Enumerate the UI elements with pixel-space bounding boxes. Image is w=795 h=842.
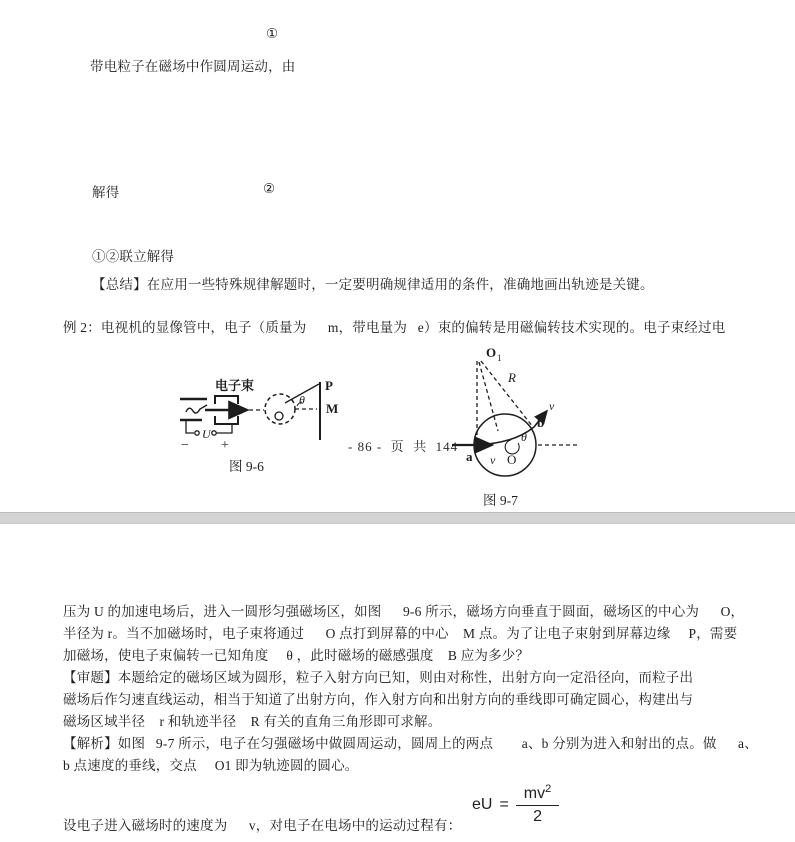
para-line: 半径为 r。当不加磁场时，电子束将通过 O 点打到屏幕的中心 M 点。为了让电子束射到屏幕边缘 P，需要 [63,626,738,641]
figure-9-6 [172,368,342,460]
page2-paragraph [63,601,763,777]
equation-marker-1: ① [266,26,279,41]
point-b-label: b [537,415,545,430]
v-in-label: v [490,453,496,467]
formula-lhs: eU [472,795,493,813]
formula-equals: = [499,795,509,813]
para-line: b 点速度的垂线，交点 O1 即为轨迹圆的圆心。 [63,758,359,773]
para-line: 磁场后作匀速直线运动，相当于知道了出射方向，作入射方向和出射方向的垂线即可确定圆心，构建出与 [63,692,694,707]
figure-9-7-caption: 图 9-7 [483,493,518,508]
figure-9-7 [448,340,588,485]
combine-equations-line: ①②联立解得 [92,249,175,264]
example2-line: 例 2：电视机的显像管中，电子（质量为 m，带电量为 e）束的偏转是用磁偏转技术实现的。电子束经过电 [63,320,726,335]
point-o-label: O [507,452,517,467]
para-line: 压为 U 的加速电场后，进入一圆形匀强磁场区，如图 9-6 所示，磁场方向垂直于圆面，磁场区的中心为 O， [63,604,745,619]
energy-formula [472,784,559,825]
plus-sign: + [221,438,229,453]
field-symbol [275,412,283,420]
page-number-footer: - 86 - 页 共 144 [348,439,459,454]
equation-marker-2: ② [263,181,276,196]
theta-label: θ [299,393,305,407]
beam-label: 电子束 [215,378,255,393]
cathode-element [180,399,207,420]
speed-intro-line: 设电子进入磁场时的速度为 v，对电子在电场中的运动过程有： [63,818,462,833]
center-o1-subscript: 1 [497,353,502,363]
point-m-label: M [326,401,339,416]
radius-r-label: R [508,370,516,385]
center-o1-label: O [486,345,497,360]
point-a-label: a [466,449,473,464]
minus-sign: − [181,438,189,453]
page-separator [0,512,795,524]
battery-u-label: U [202,427,211,441]
formula-fraction [516,784,559,825]
solve-label: 解得 [92,185,120,200]
point-p-label: P [325,378,333,393]
para-line: 【审题】本题给定的磁场区域为圆形，粒子入射方向已知，则由对称性，出射方向一定沿径向，而粒子出 [63,670,694,685]
para-line: 磁场区域半径 r 和轨迹半径 R 有关的直角三角形即可求解。 [63,714,442,729]
v-out-label: v [549,399,555,413]
numerator-exponent: 2 [545,783,552,795]
intro-text-line: 带电粒子在磁场中作圆周运动，由 [90,59,296,74]
para-line: 【解析】如图 9-7 所示，电子在匀强磁场中做圆周运动，圆周上的两点 a、b 分别为进入和射出的点。做 a、 [63,736,758,751]
formula-denominator: 2 [533,808,542,825]
theta-label: θ [521,430,527,444]
summary-line: 【总结】在应用一些特殊规律解题时，一定要明确规律适用的条件，准确地画出轨迹是关键。 [92,277,654,292]
figure-9-6-caption: 图 9-6 [229,459,264,474]
formula-numerator [516,784,559,806]
numerator-base: mv [523,785,546,802]
para-line: 加磁场，使电子束偏转一已知角度 θ ，此时磁场的磁感强度 B 应为多少？ [63,648,530,663]
